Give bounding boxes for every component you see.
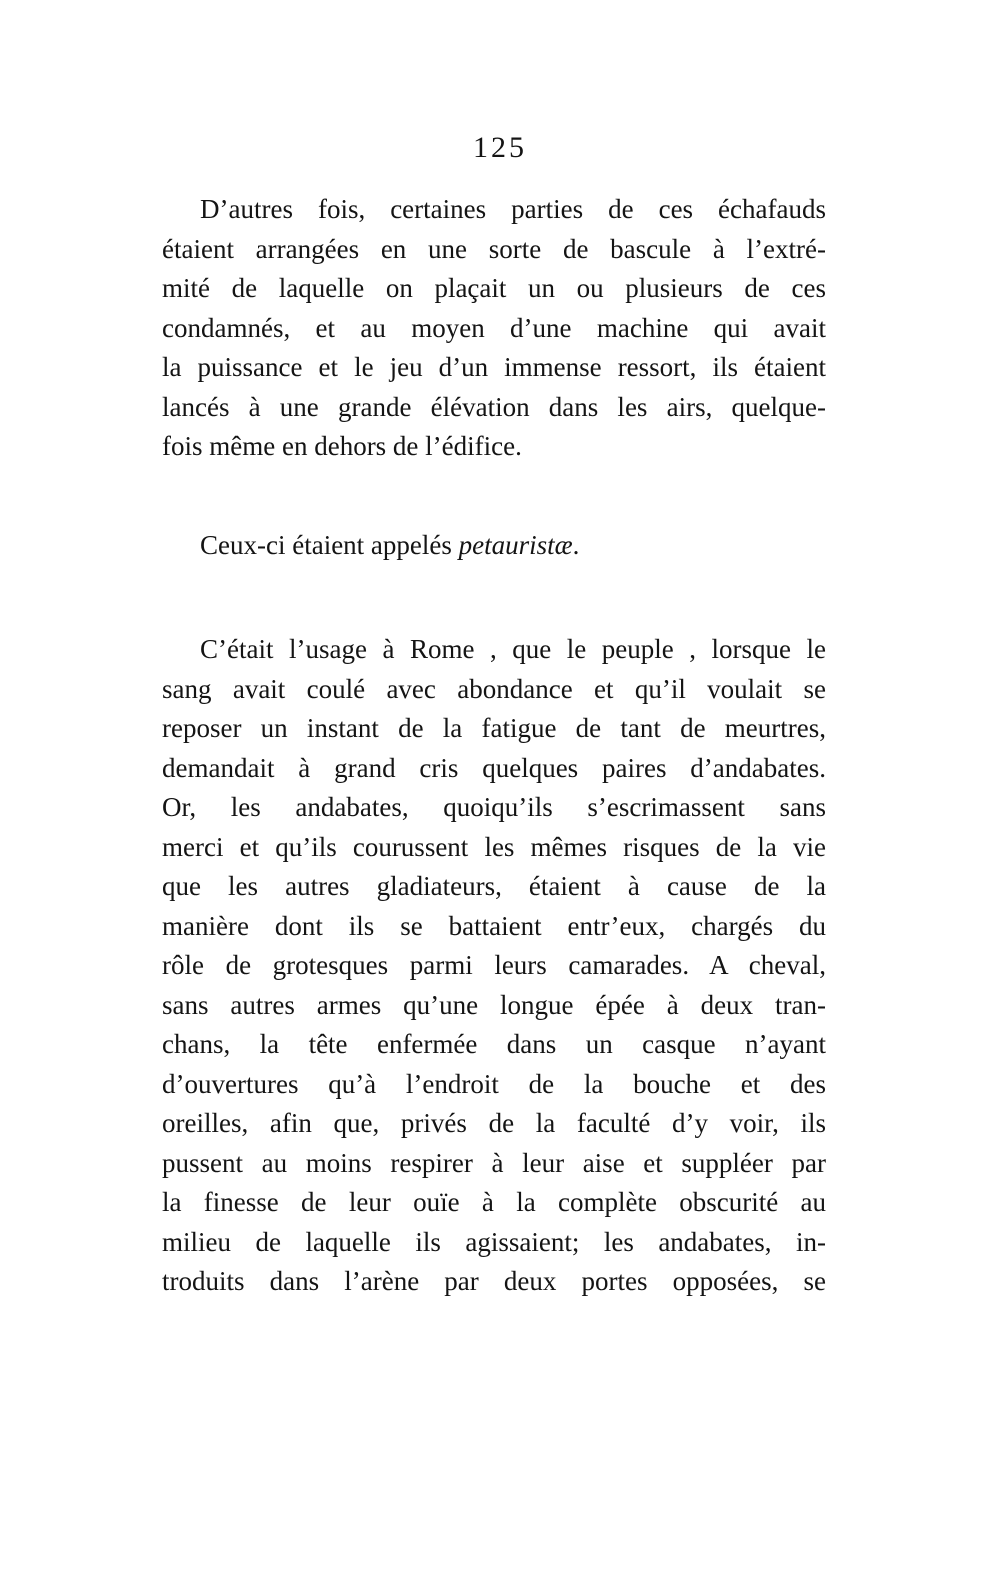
text-segment: Ceux-ci étaient appelés xyxy=(200,530,459,560)
text-line: milieu de laquelle ils agissaient; les andabates, in- xyxy=(162,1226,826,1257)
text-line: oreilles, afin que, privés de la faculté d’y voir, ils xyxy=(162,1108,826,1138)
text-line: pussent au moins respirer à leur aise et suppléer par xyxy=(162,1147,826,1178)
text-line: sang avait coulé avec abondance et qu’il voulait se xyxy=(162,673,826,704)
text-line: fois même en dehors de l’édifice. xyxy=(162,431,522,461)
text-line: la finesse de leur ouïe à la complète obscurité au xyxy=(162,1187,826,1217)
text-line: reposer un instant de la fatigue de tant de meurtres, xyxy=(162,713,826,743)
paragraph-echafauds xyxy=(162,190,826,467)
text-line: troduits dans l’arène par deux portes opposées, se xyxy=(162,1266,826,1296)
text-line: merci et qu’ils courussent les mêmes risques de la vie xyxy=(162,831,826,862)
text-line: sans autres armes qu’une longue épée à deux tran- xyxy=(162,989,826,1020)
text-line: chans, la tête enfermée dans un casque n’ayant xyxy=(162,1029,826,1059)
text-line: rôle de grotesques parmi leurs camarades. A cheval, xyxy=(162,950,826,980)
text-line: demandait à grand cris quelques paires d’andabates. xyxy=(162,752,826,783)
text-line: étaient arrangées en une sorte de bascule à l’extré- xyxy=(162,233,826,264)
text-line: que les autres gladiateurs, étaient à cause de la xyxy=(162,871,826,901)
paragraph-andabates xyxy=(162,630,826,1302)
text-line: condamnés, et au moyen d’une machine qui avait xyxy=(162,312,826,343)
text-line: d’ouvertures qu’à l’endroit de la bouche et des xyxy=(162,1068,826,1099)
text-segment: . xyxy=(572,530,580,560)
text-line xyxy=(162,526,826,566)
italic-term: petauristæ xyxy=(458,530,573,560)
text-line: manière dont ils se battaient entr’eux, chargés du xyxy=(162,910,826,941)
text-line: C’était l’usage à Rome , que le peuple , lorsque le xyxy=(200,634,826,664)
text-line: D’autres fois, certaines parties de ces échafauds xyxy=(200,194,826,224)
page-number: 125 xyxy=(473,131,527,164)
text-line: mité de laquelle on plaçait un ou plusieurs de ces xyxy=(162,273,826,303)
text-line: la puissance et le jeu d’un immense ressort, ils étaient xyxy=(162,352,826,382)
paragraph-petauristae xyxy=(162,526,826,566)
text-line: Or, les andabates, quoiqu’ils s’escrimassent sans xyxy=(162,792,826,822)
text-line: lancés à une grande élévation dans les airs, quelque- xyxy=(162,391,826,422)
